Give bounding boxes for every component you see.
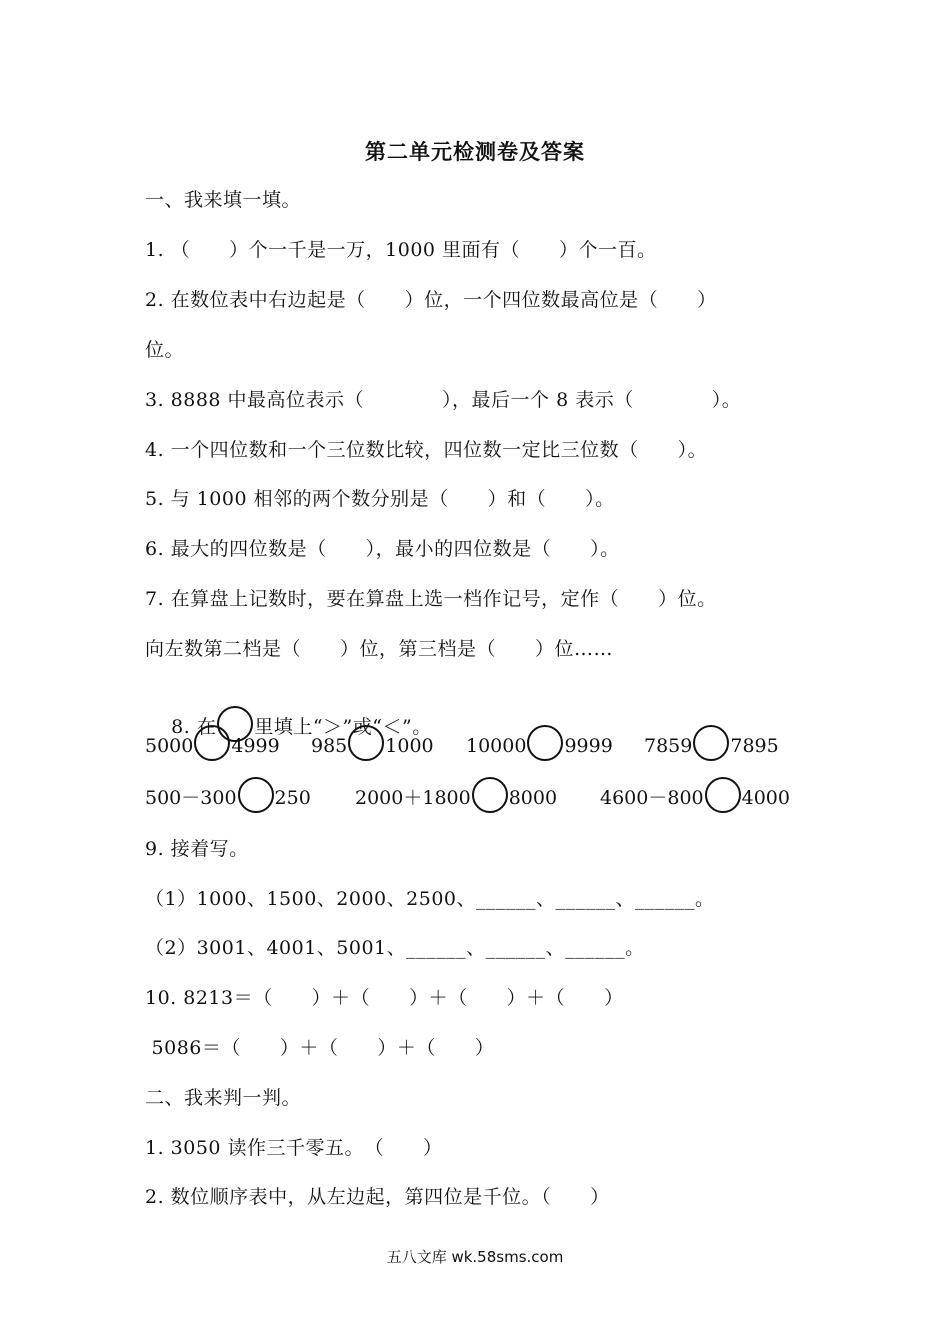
comparison-item: 500－300 250: [145, 783, 311, 813]
comparison-circle-icon: [194, 725, 230, 761]
comparison-circle-icon: [238, 777, 274, 813]
comparison-item: 7859 7895: [644, 733, 779, 761]
question-8-prefix: 8. 在: [171, 716, 217, 738]
question-10-line1: 10. 8213＝（ ）＋（ ）＋（ ）＋（ ）: [145, 987, 624, 1009]
comparison-item: 4600－800 4000: [600, 783, 790, 813]
question-7-line1: 7. 在算盘上记数时，要在算盘上选一档作记号，定作（ ）位。: [145, 588, 717, 610]
section2-heading: 二、我来判一判。: [145, 1087, 302, 1109]
question-1: 1. （ ）个一千是一万，1000 里面有（ ）个一百。: [145, 239, 657, 261]
question-9-part1: （1）1000、1500、2000、2500、______、______、______。: [145, 888, 715, 910]
comparison-circle-icon: [705, 777, 741, 813]
question-6: 6. 最大的四位数是（ ），最小的四位数是（ ）。: [145, 538, 620, 560]
comparison-item: 10000 9999: [466, 733, 613, 761]
section1-heading: 一、我来填一填。: [145, 189, 302, 211]
comparison-circle-icon: [472, 777, 508, 813]
comparison-item: 2000＋1800 8000: [355, 783, 557, 813]
judge-question-2: 2. 数位顺序表中，从左边起，第四位是千位。（ ）: [145, 1186, 610, 1208]
judge-question-1: 1. 3050 读作三千零五。 （ ）: [145, 1137, 443, 1159]
question-9-part2: （2）3001、4001、5001、______、______、______。: [145, 937, 645, 959]
question-10-line2: 5086＝（ ）＋（ ）＋（ ）: [145, 1037, 495, 1059]
question-4: 4. 一个四位数和一个三位数比较，四位数一定比三位数（ ）。: [145, 439, 708, 461]
question-2-line2: 位。: [145, 339, 185, 361]
question-7-line2: 向左数第二档是（ ）位，第三档是（ ）位……: [145, 638, 614, 660]
question-9: 9. 接着写。: [145, 838, 249, 860]
comparison-circle-icon: [693, 725, 729, 761]
comparison-row-2: [145, 783, 845, 823]
question-3: 3. 8888 中最高位表示（ ），最后一个 8 表示（ ）。: [145, 389, 742, 411]
comparison-circle-icon: [527, 725, 563, 761]
page-title: 第二单元检测卷及答案: [365, 140, 585, 164]
comparison-item: 985 1000: [311, 733, 434, 761]
comparison-item: 5000 4999: [145, 733, 280, 761]
question-8-suffix: 里填上“＞”或“＜”。: [254, 716, 432, 738]
question-5: 5. 与 1000 相邻的两个数分别是（ ）和（ ）。: [145, 488, 615, 510]
comparison-circle-icon: [348, 725, 384, 761]
question-2-line1: 2. 在数位表中右边起是（ ）位，一个四位数最高位是（ ）: [145, 289, 717, 311]
footer-watermark: 五八文库 wk.58sms.com: [386, 1248, 564, 1266]
comparison-row-1: [145, 733, 845, 773]
